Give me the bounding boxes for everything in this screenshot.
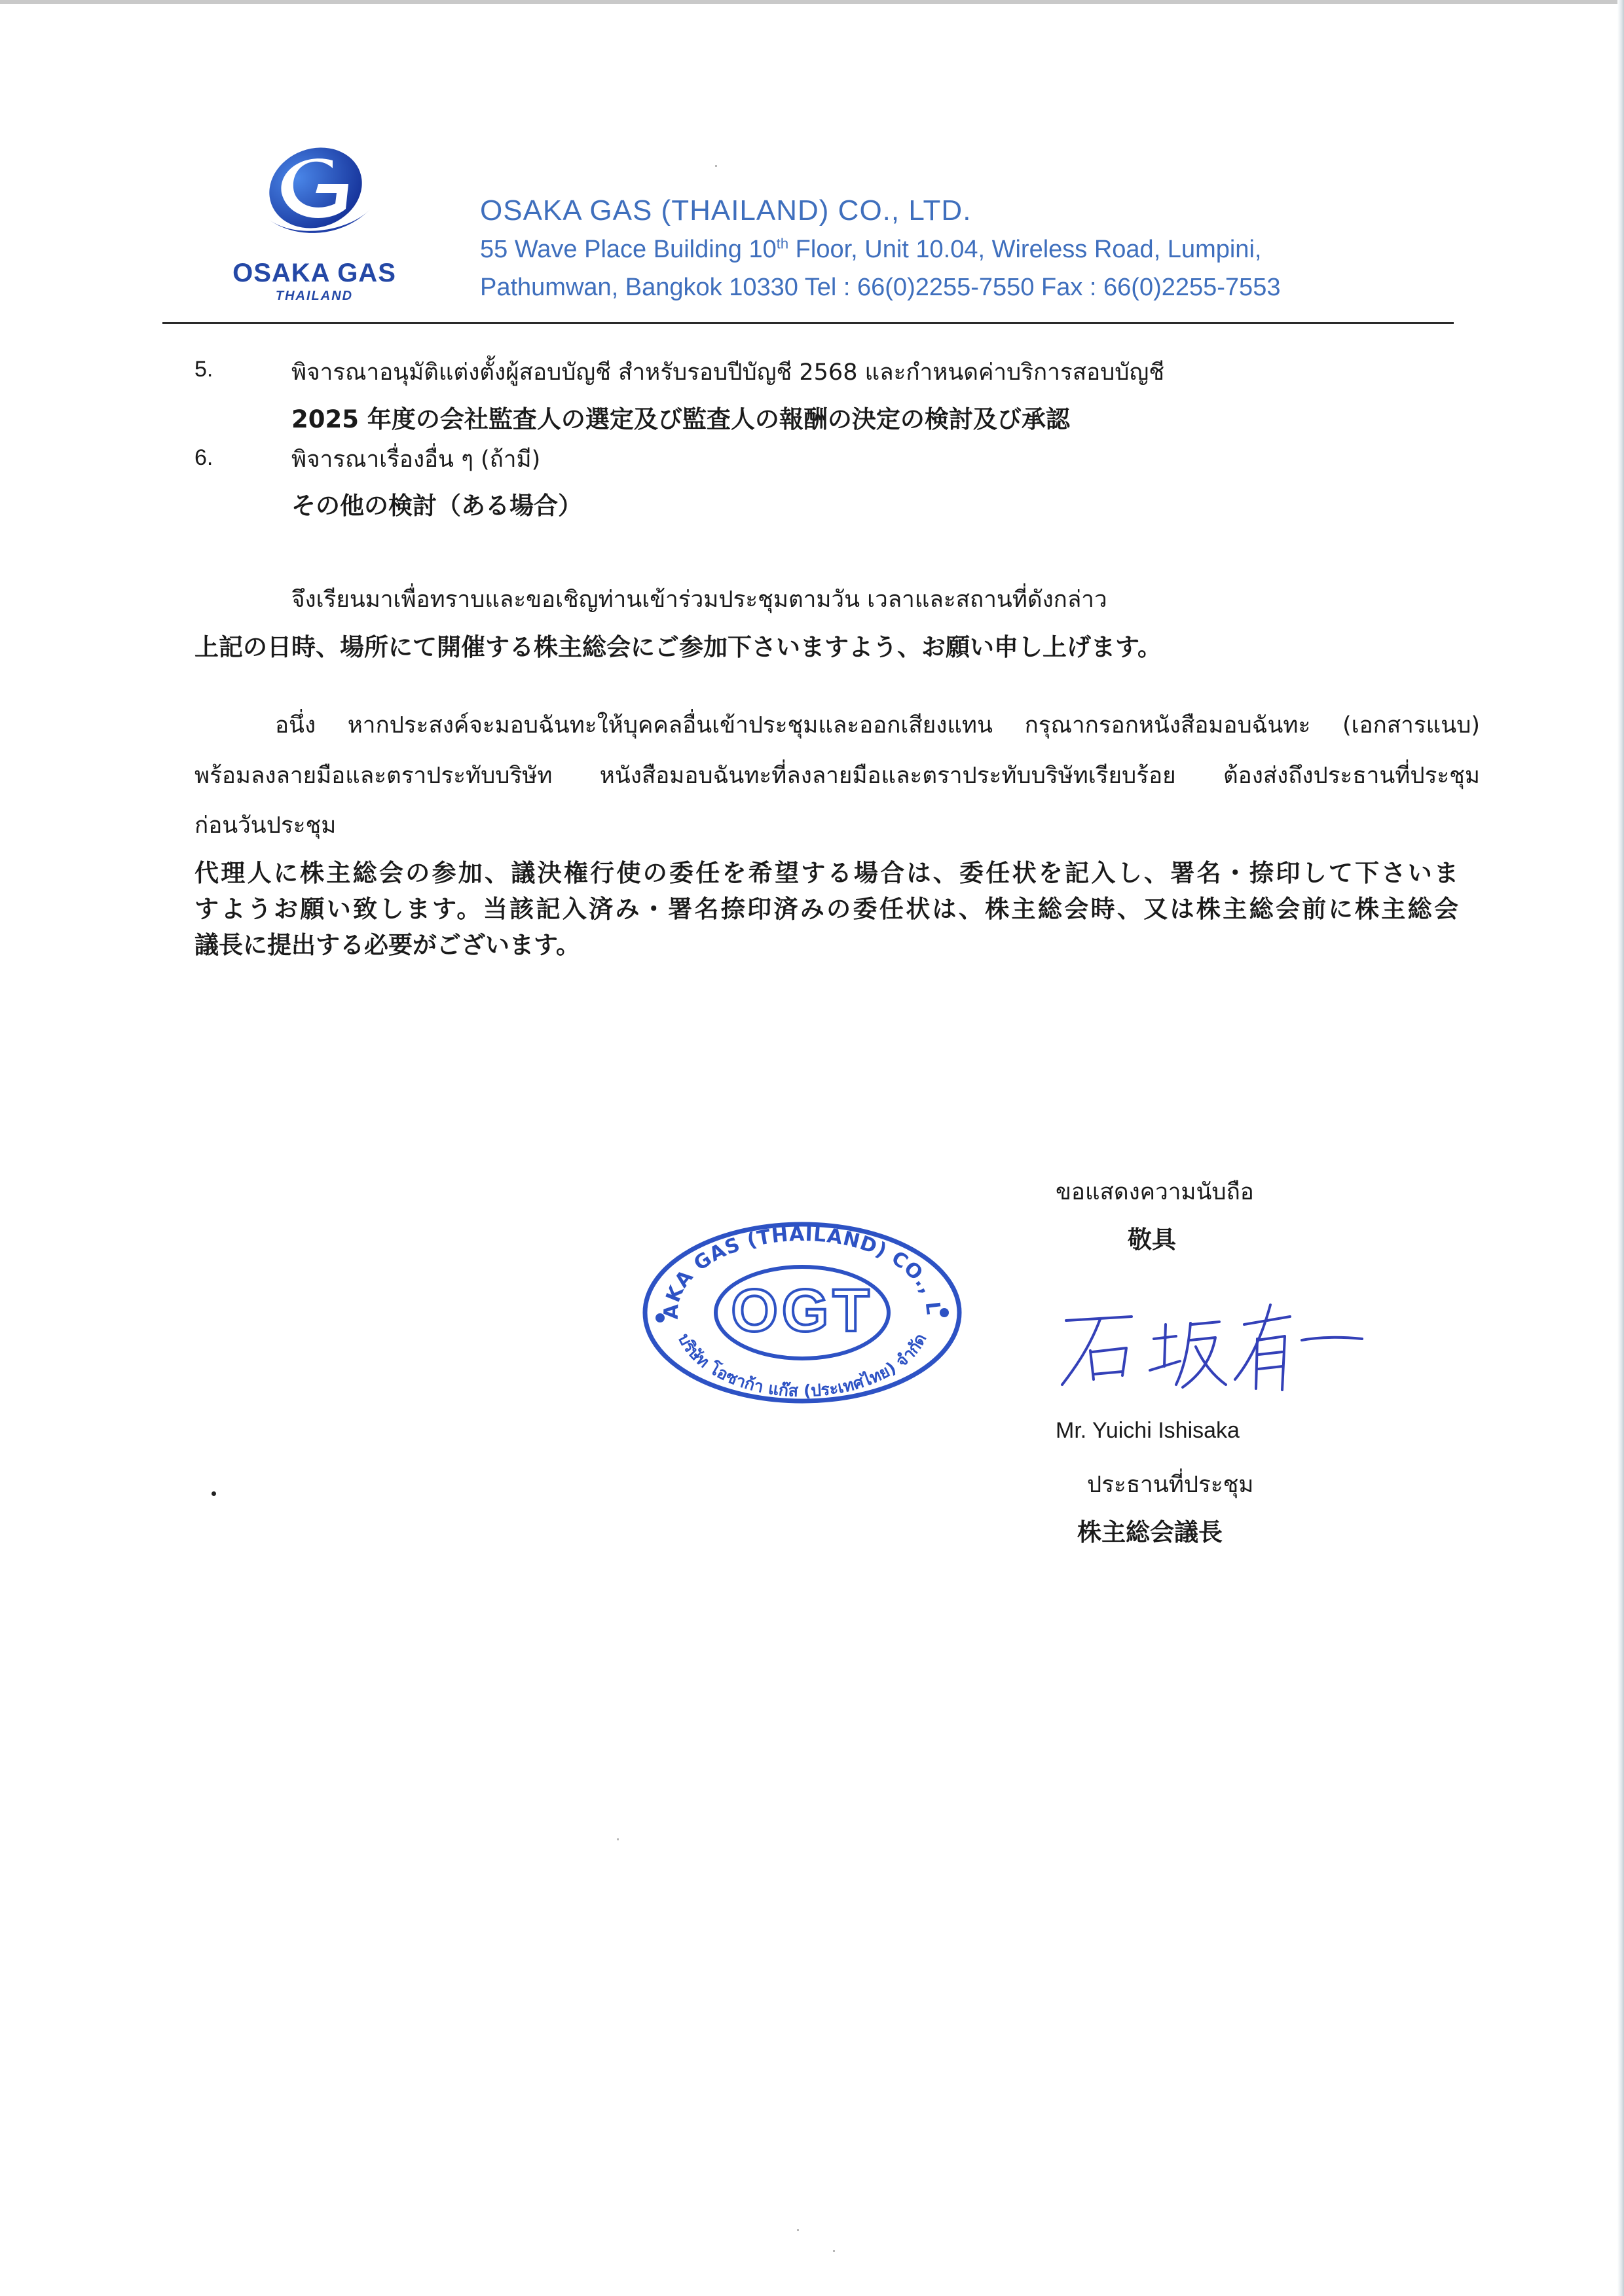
company-address-line-2: Pathumwan, Bangkok 10330 Tel : 66(0)2255-7550 Fax : 66(0)2255-7553 [480,274,1281,301]
signatory-title-japanese: 株主総会議長 [1077,1518,1223,1546]
seal-bottom-text: บริษัท โอซาก้า แก๊ส (ประเทศไทย) จำกัด [674,1330,931,1401]
agenda-item-japanese: その他の検討（ある場合） [291,492,582,520]
company-info [480,191,1502,306]
seal-top-text: AKA GAS (THAILAND) CO., L [659,1222,945,1320]
agenda-item-number: 5. [194,357,213,382]
logo-subtitle: THAILAND [275,289,354,303]
header-divider [162,322,1454,324]
address-line-1-start: 55 Wave Place Building 10 [480,236,777,263]
company-logo [216,141,413,304]
agenda-item-thai: พิจารณาอนุมัติแต่งตั้งผู้สอบบัญชี สำหรับรอบปีบัญชี 2568 และกำหนดค่าบริการสอบบัญชี [291,359,1165,386]
proxy-thai-line: พร้อมลงลายมือและตราประทับบริษัท หนังสือมอบฉันทะที่ลงลายมือและตราประทับบริษัทเรียบร้อย ต้องส่งถึงประธานที่ประชุม [194,763,1480,789]
signature-image [1054,1293,1369,1404]
signatory-name: Mr. Yuichi Ishisaka [1056,1418,1240,1443]
proxy-japanese-line: すようお願い致します。当該記入済み・署名捺印済みの委任状は、株主総会時、又は株主総会前に株主総会 [194,895,1458,923]
address-line-1-end: Floor, Unit 10.04, Wireless Road, Lumpini, [788,236,1262,263]
scan-edge-right [1617,0,1624,2296]
handwritten-signature [1054,1293,1369,1407]
scan-speck [833,2250,835,2252]
seal-center-text: OGT [731,1277,874,1344]
invitation-japanese: 上記の日時、場所にて開催する株主総会にご参加下さいますよう、お願い申し上げます。 [194,633,1162,661]
agenda-item-number: 6. [194,445,213,470]
closing-japanese: 敬具 [1128,1226,1176,1254]
company-address-line-1 [480,230,1502,268]
proxy-japanese-line: 代理人に株主総会の参加、議決権行使の委任を希望する場合は、委任状を記入し、署名・捺印して下さいま [194,859,1458,887]
logo-name: OSAKA GAS [232,259,396,287]
proxy-thai-line: อนึ่ง หากประสงค์จะมอบฉันทะให้บุคคลอื่นเข้าประชุมและออกเสียงแทน กรุณากรอกหนังสือมอบฉันทะ (เอกสารแนบ) [275,712,1480,738]
osaka-gas-flame-icon [255,141,373,252]
agenda-item-thai: พิจารณาเรื่องอื่น ๆ (ถ้ามี) [291,446,541,473]
invitation-thai: จึงเรียนมาเพื่อทราบและขอเชิญท่านเข้าร่วมประชุมตามวัน เวลาและสถานที่ดังกล่าว [291,587,1107,613]
proxy-thai-line: ก่อนวันประชุม [194,812,337,839]
scan-edge-top [0,0,1624,4]
scan-speck [797,2229,799,2231]
scan-speck [715,165,717,167]
scan-speck [617,1838,619,1840]
proxy-japanese-line: 議長に提出する必要がございます。 [194,931,581,959]
agenda-item-japanese: 2025 年度の会社監査人の選定及び監査人の報酬の決定の検討及び承認 [291,405,1070,433]
closing-thai: ขอแสดงความนับถือ [1056,1179,1254,1205]
address-line-1-superscript: th [776,235,789,252]
company-name: OSAKA GAS (THAILAND) CO., LTD. [480,194,972,227]
signatory-title-thai: ประธานที่ประชุม [1087,1472,1254,1498]
scan-mark-dot [212,1491,216,1496]
company-seal [638,1214,966,1411]
